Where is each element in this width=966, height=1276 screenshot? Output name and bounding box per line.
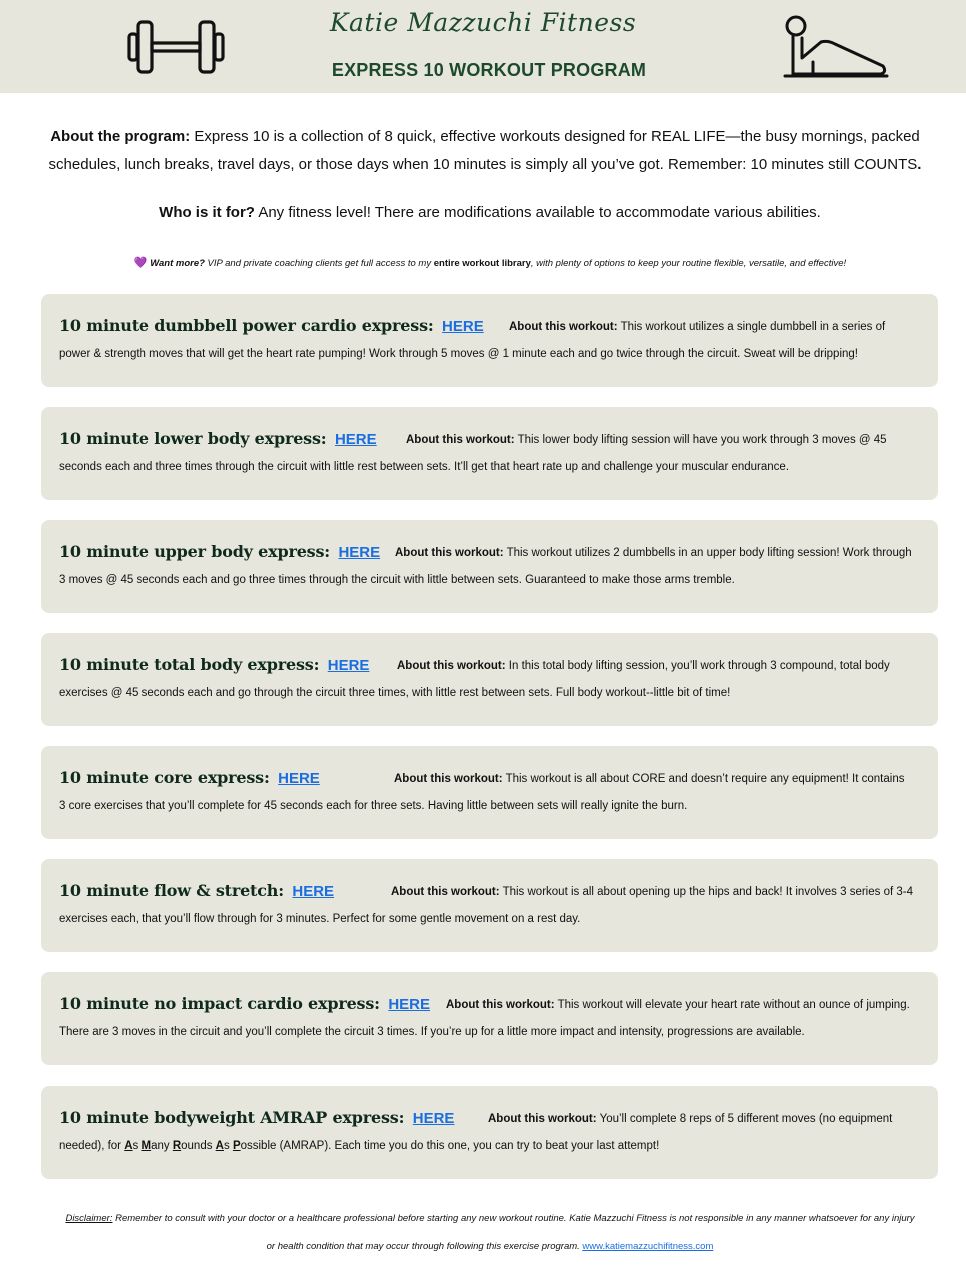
workout-link[interactable]: HERE [338, 544, 381, 561]
amrap-text-any: any [151, 1140, 173, 1152]
workout-about-label: About this workout: [391, 886, 500, 898]
workout-card [41, 1086, 938, 1179]
about-program-text-1: Express 10 is a collection of 8 quick, effective workouts designed for REAL LIFE—the busy mornings, packed [190, 128, 920, 145]
who-label: Who is it for? [159, 204, 255, 221]
workout-about-label: About this workout: [488, 1113, 597, 1125]
workout-card [41, 972, 938, 1065]
workout-about-text: This workout utilizes 2 dumbbells in an upper body lifting session! Work through [503, 547, 912, 559]
workout-about [394, 773, 904, 785]
amrap-letter-r: R [172, 1140, 182, 1152]
workout-card [41, 407, 938, 500]
amrap-text-post: ossible (AMRAP). Each time you do this one, you can try to beat your last attempt! [240, 1140, 660, 1152]
workout-about-text: This workout will elevate your heart rate without an ounce of jumping. [554, 999, 910, 1011]
workout-about-text: This workout is all about opening up the hips and back! It involves 3 series of 3-4 [499, 886, 913, 898]
amrap-text-ounds: ounds [181, 1140, 216, 1152]
workout-title: 10 minute lower body express: [59, 429, 327, 448]
workout-about [509, 321, 885, 333]
want-more-note [40, 255, 940, 272]
amrap-letter-a: A [124, 1140, 133, 1152]
workout-title: 10 minute total body express: [59, 655, 320, 674]
about-program [40, 123, 930, 179]
workout-about [488, 1113, 892, 1125]
workout-card [41, 633, 938, 726]
want-more-bold: entire workout library [433, 258, 531, 269]
want-more-label: Want more? [150, 258, 205, 269]
workout-card [41, 746, 938, 839]
workout-card [41, 294, 938, 387]
workout-title: 10 minute core express: [59, 768, 270, 787]
purple-heart-icon: 💜 [133, 257, 148, 269]
amrap-text-s: s [132, 1140, 142, 1152]
about-program-label: About the program: [50, 128, 191, 145]
brand-name: Katie Mazzuchi Fitness [329, 8, 637, 37]
workout-about-text: This lower body lifting session will have you work through 3 moves @ 45 [514, 434, 887, 446]
amrap-text-pre: needed), for [59, 1140, 125, 1152]
workout-link[interactable]: HERE [334, 431, 377, 448]
amrap-text-s2: s [223, 1140, 233, 1152]
amrap-letter-p: P [232, 1140, 241, 1152]
workout-link[interactable]: HERE [412, 1110, 455, 1127]
about-program-end: . [917, 156, 922, 173]
workout-description: 3 core exercises that you’ll complete for 45 seconds each for three sets. Having little between sets will really ignite the burn. [59, 800, 688, 812]
workout-title: 10 minute dumbbell power cardio express: [59, 316, 434, 335]
workout-about-text: You’ll complete 8 reps of 5 different moves (no equipment [596, 1113, 893, 1125]
who-is-it-for [40, 200, 940, 226]
workout-link[interactable]: HERE [327, 657, 370, 674]
disclaimer-label: Disclaimer: [65, 1213, 113, 1224]
workout-about-text: In this total body lifting session, you’ll work through 3 compound, total body [505, 660, 890, 672]
workout-about-label: About this workout: [406, 434, 515, 446]
workout-title: 10 minute flow & stretch: [59, 881, 284, 900]
amrap-letter-a2: A [215, 1140, 224, 1152]
workout-about [446, 999, 910, 1011]
workout-description: There are 3 moves in the circuit and you’ll complete the circuit 3 times. If you’re up for a little more impact and intensity, progressions are available. [59, 1026, 805, 1038]
workout-about [397, 660, 890, 672]
workout-description: seconds each and three times through the circuit with little rest between sets. It’ll get that heart rate up and challenge your muscular endurance. [59, 461, 790, 473]
workout-about-text: This workout utilizes a single dumbbell in a series of [617, 321, 886, 333]
want-more-text-a: VIP and private coaching clients get full access to my [204, 258, 434, 269]
workout-card [41, 520, 938, 613]
want-more-text-b: , with plenty of options to keep your routine flexible, versatile, and effective! [530, 258, 847, 269]
workout-about-label: About this workout: [446, 999, 555, 1011]
workout-link[interactable]: HERE [292, 883, 335, 900]
workout-description: exercises each, that you’ll flow through for 3 minutes. Perfect for some gentle movement on a rest day. [59, 913, 581, 925]
workout-title: 10 minute no impact cardio express: [59, 994, 380, 1013]
workout-about-label: About this workout: [395, 547, 504, 559]
workout-about-label: About this workout: [509, 321, 618, 333]
who-text: Any fitness level! There are modifications available to accommodate various abilities. [254, 204, 821, 221]
workout-description: power & strength moves that will get the heart rate pumping! Work through 5 moves @ 1 minute each and go twice through the circuit. Sweat will be dripping! [59, 348, 858, 360]
workout-about-label: About this workout: [394, 773, 503, 785]
workout-card [41, 859, 938, 952]
workout-title: 10 minute upper body express: [59, 542, 330, 561]
workout-about-text: This workout is all about CORE and doesn’t require any equipment! It contains [502, 773, 905, 785]
website-link[interactable]: www.katiemazzuchifitness.com [582, 1241, 714, 1252]
amrap-letter-m: M [141, 1140, 152, 1152]
plank-pose-icon [783, 14, 889, 80]
workout-link[interactable]: HERE [278, 770, 320, 787]
workout-about [391, 886, 913, 898]
program-title: EXPRESS 10 WORKOUT PROGRAM [331, 60, 647, 80]
workout-link[interactable]: HERE [388, 996, 431, 1013]
disclaimer-text-1: Remember to consult with your doctor or a healthcare professional before starting any new workout routine. Katie Mazzuchi Fitness is not responsible in any manner whatsoever for any injury [112, 1213, 915, 1224]
workout-description: exercises @ 45 seconds each and go through the circuit three times, with little rest between sets. Full body workout--little bit of time! [59, 687, 731, 699]
disclaimer [30, 1205, 950, 1261]
page-header [0, 0, 966, 93]
disclaimer-text-2: or health condition that may occur through following this exercise program. [266, 1241, 583, 1252]
workout-description [59, 1140, 924, 1152]
workout-description: 3 moves @ 45 seconds each and go three times through the circuit with little between sets. Guaranteed to make those arms tremble. [59, 574, 735, 586]
about-program-text-2: schedules, lunch breaks, travel days, or those days when 10 minutes is simply all you’ve got. Remember: 10 minutes still COUNTS [48, 156, 918, 173]
workout-about [395, 547, 912, 559]
workout-about-label: About this workout: [397, 660, 506, 672]
workout-title: 10 minute bodyweight AMRAP express: [59, 1108, 405, 1127]
workout-link[interactable]: HERE [442, 318, 484, 335]
workout-about [406, 434, 887, 446]
